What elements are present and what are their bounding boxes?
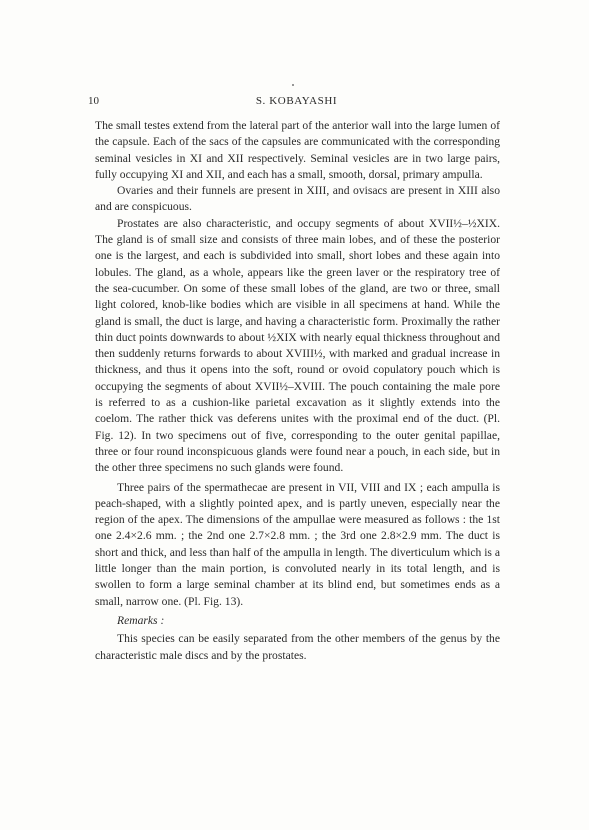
page-header — [88, 95, 505, 111]
remarks-heading: Remarks : — [117, 613, 165, 627]
paragraph-spermathecae: Three pairs of the spermathecae are present in VII, VIII and IX ; each ampulla is peach-shaped, with a slightly pointed apex, and is partly uneven, especially near the region of the apex. The dimensions of the ampullae were measured as follows : the 1st one 2.4×2.6 mm. ; the 2nd one 2.7×2.8 mm. ; the 3rd one 2.8×2.9 mm. The duct is short and thick, and less than half of the ampulla in length. The diverticulum which is a little longer than the main portion, is convoluted nearly in its total length, and is swollen to form a large seminal chamber at its blind end, but sometimes ends as a small, narrow one. (Pl. Fig. 13). — [95, 480, 500, 608]
running-head: S. KOBAYASHI — [255, 95, 338, 107]
body-text — [95, 118, 500, 664]
remarks-text: This species can be easily separated from the other members of the genus by the characteristic male discs and by the prostates. — [95, 632, 500, 662]
paragraph-testes: The small testes extend from the lateral part of the anterior wall into the large lumen of the capsule. Each of the sacs of the capsules are communicated with the corresponding seminal vesicles in XI and XII respectively. Seminal vesicles are in two large pairs, fully occupying XI and XII, and each has a small, smooth, dorsal, primary ampulla. — [95, 119, 500, 181]
paragraph-prostates: Prostates are also characteristic, and occupy segments of about XVII½–½XIX. The gland is of small size and consists of three main lobes, and of these the posterior one is the largest, and each is subdivided into small, short lobes and these again into lobules. The gland, as a whole, appears like the green laver or the respiratory tree of the sea-cucumber. On some of these small lobes of the gland, are two or three, small light colored, knob-like bodies which are visible in all specimens at hand. While the gland is small, the duct is large, and having a characteristic form. Proximally the rather thin duct points downwards to about ½XIX with nearly equal thickness throughout and then suddenly returns forwards to about XVIII½, with marked and gradual increase in thickness, and thus it opens into the soft, round or ovoid copulatory pouch which is occupying the segments of about XVII½–XVIII. The pouch containing the male pore is referred to as a cushion-like parietal excavation as it slightly extends into the coelom. The rather thick vas deferens unites with the proximal end of the duct. (Pl. Fig. 12). In two specimens out of five, corresponding to the outer genital papillae, three or four round inconspicuous glands were found near a pouch, in each side, but in the other three specimens no such glands were found. — [95, 216, 500, 475]
paragraph-ovaries: Ovaries and their funnels are present in XIII, and ovisacs are present in XIII also and are conspicuous. — [95, 184, 500, 214]
page-number: 10 — [88, 95, 99, 107]
print-speck — [292, 84, 294, 86]
